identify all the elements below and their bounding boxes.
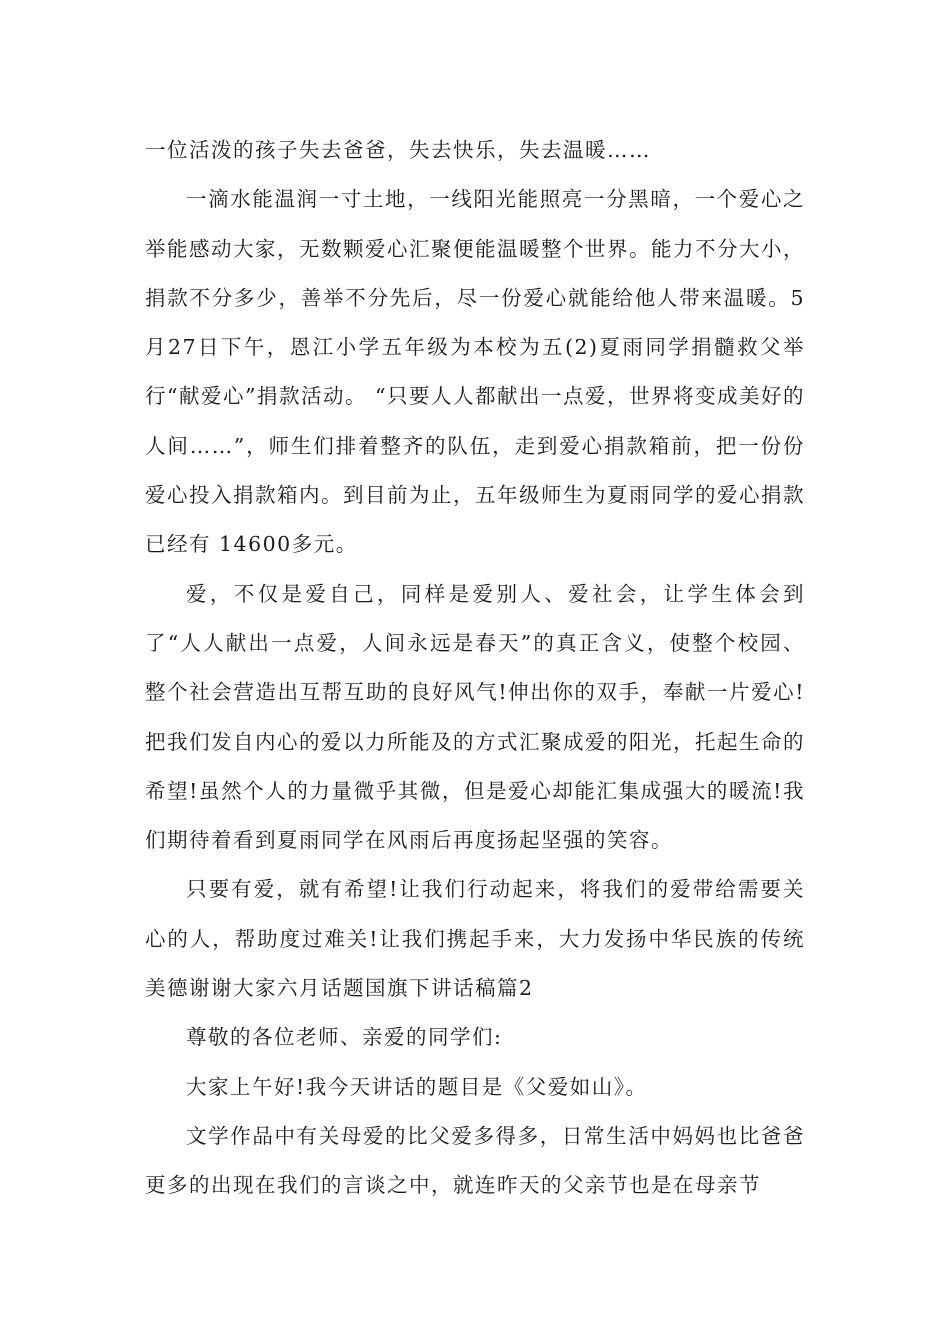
paragraph-5: 尊敬的各位老师、亲爱的同学们: <box>186 1025 503 1050</box>
paragraph-2: 一滴水能温润一寸土地，一线阳光能照亮一分黑暗，一个爱心之举能感动大家，无数颗爱心汇聚便能温暖整个世界。能力不分大小，捐款不分多少，善举不分先后，尽一份爱心就能给他人带来温暖。5月27日下午，恩江小学五年级为本校为五(2)夏雨同学捐髓救父举行“献爱心”捐款活动。 “只要人人都献出一点爱，世界将变成美好的人间……”，师生们排着整齐的队伍，走到爱心捐款箱前，把一份份爱心投入捐款箱内。到目前为止，五年级师生为夏雨同学的爱心捐款已经有 14600多元。 <box>145 187 805 557</box>
paragraph-3: 爱，不仅是爱自己，同样是爱别人、爱社会，让学生体会到了“人人献出一点爱，人间永远是春天”的真正含义，使整个校园、整个社会营造出互帮互助的良好风气!伸出你的双手，奉献一片爱心!把我们发自内心的爱以力所能及的方式汇聚成爱的阳光，托起生命的希望!虽然个人的力量微乎其微，但是爱心却能汇集成强大的暖流!我们期待着看到夏雨同学在风雨后再度扬起坚强的笑容。 <box>145 581 805 853</box>
paragraph-7: 文学作品中有关母爱的比父爱多得多，日常生活中妈妈也比爸爸更多的出现在我们的言谈之中，就连昨天的父亲节也是在母亲节 <box>145 1123 805 1198</box>
paragraph-4: 只要有爱，就有希望!让我们行动起来，将我们的爱带给需要关心的人，帮助度过难关!让我们携起手来，大力发扬中华民族的传统美德谢谢大家六月话题国旗下讲话稿篇2 <box>145 877 805 1001</box>
paragraph-1: 一位活泼的孩子失去爸爸，失去快乐，失去温暖…… <box>145 138 651 162</box>
document-body <box>145 126 805 1211</box>
paragraph-6: 大家上午好!我今天讲话的题目是《父爱如山》。 <box>186 1074 648 1099</box>
